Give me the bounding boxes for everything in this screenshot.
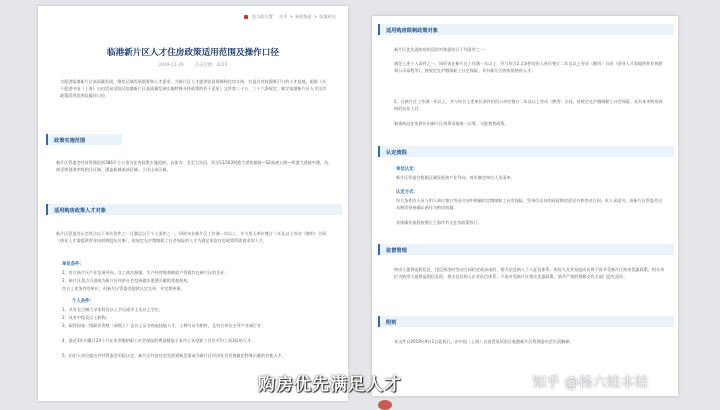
section-header-talent: 适用购房政策人才对象 xyxy=(46,204,342,215)
person-condition-2: 2、具有中级及以上职称； xyxy=(62,315,110,320)
unit-condition-label: 单位条件： xyxy=(62,262,84,267)
logo-icon xyxy=(378,400,392,410)
article-meta xyxy=(38,62,348,68)
article-date: 2019-11-29 xyxy=(158,63,184,68)
process-person-label: 认定方式： xyxy=(396,190,418,195)
document-page-right xyxy=(372,16,678,396)
unit-condition-note: 符合上述条件的单位，由新片区管委会提供认定名单，并定期更新。 xyxy=(62,286,185,291)
breadcrumb-section[interactable]: 新闻频道 xyxy=(294,14,312,19)
eligible-item-1: 满足上述个人条件之一，同时该在新片区工作满一年以上、并与符合2.1条件的用人单位签订二年及以上劳动（聘用）合同（创业人才需提供营业执照和公司章程等），按规定在沪缴纳职工社会保险、具有新片区购房资格的人才； xyxy=(394,61,663,73)
video-subtitle: 购房优先满足人才 xyxy=(258,375,402,395)
section-header-appendix: 附则 xyxy=(378,316,674,327)
unit-condition-2: 2、新片区重点引进或为新片区经济社会发展做出重要贡献的其他机构。 xyxy=(62,278,192,283)
person-condition-3: 3、取得国家二级职业资格（高级工）及以上证书的高技能人才，工种与证书相符，且符合单位主导产业或行业； xyxy=(62,323,266,328)
process-unit-label: 单位认定： xyxy=(396,167,418,172)
process-unit-body: 新片区管委会根据区域发展和产业导向，每年制定单位人员清单。 xyxy=(396,175,515,180)
intro-paragraph: 为促进临港新片区高质量发展，聚焦区域发展需要和人才需求，为新片区人才提供安居保障和住房支持，打造具有较强吸引力的人才高地，根据《关于促进中国（上海）自由贸易试验区临港新片区高质量发展实施特殊支持政策的若干意见》文件第三十五、三十六条规定，制定临港新片区人才住房政策适用范围及操作口径。 xyxy=(60,79,327,98)
view-count xyxy=(195,63,227,68)
section-header-process: 认定流程 xyxy=(378,146,674,157)
home-icon xyxy=(244,15,248,19)
scope-paragraph: 新片区管委会经济管理范围386平方公里为住房政策实施范围。具体为：北至大治河，西至G1503两港大道快速路—S2高速公路—两港大道接中港，东、南至规划海岸线围合区域，涵盖新城南部区域，小洋山岛区域。 xyxy=(56,160,333,172)
section-header-supervision: 监督管理 xyxy=(378,244,674,255)
breadcrumb: 您当前位置： 首页 > 新闻频道 > 临港时讯 xyxy=(244,14,336,20)
section-header-scope: 政策实施范围 xyxy=(46,134,122,145)
unit-condition-1: 1、符合新片区产业发展导向，且工商注册地、生产经营地和税收户管辖均在新片区的企业； xyxy=(62,270,229,275)
process-person-body: 符合条件的人员与用人单位签订劳动合同中明确约定缴纳职工社会保险，凭单位出具的同意购房意见书和劳动合同、本人承诺书，由新片区管委会出具购房资格确认函作为购房依据。 xyxy=(396,198,663,210)
document-page-left xyxy=(38,6,348,401)
talent-paragraph: 新片区管委会认定符合以下单位条件之一且满足以下个人条件之一，同时该在新片区工作满一年以上、并与用人单位签订二年及以上劳动（聘用）合同（创业人才需提供营业执照和股东名册），按规定在沪缴纳职工社会保险的人才为满足本次住房政策所需请求的人才。 xyxy=(56,231,327,243)
zhihu-watermark: 知乎 @杨六娃本娃 xyxy=(532,375,649,391)
supervision-paragraph: 购房人提供虚假信息、违反购房时劳动合同约定或承诺的，相关信息纳入个人征信体系；购房人及其家庭成员将不再享受新片区购房优惠政策。相关单位为购房人提供虚假信息的，相关信息纳入企业征信体系，不再享受新片区相关优惠政策，情节严重的将移交有关部门追究责任。 xyxy=(394,267,665,279)
person-condition-label: 个人条件： xyxy=(72,299,94,304)
breadcrumb-home[interactable]: 首页 xyxy=(279,14,288,19)
eligible-item-2: 2、在新片区工作满一年以上，并与符合上述单位条件的用人单位签订二年及以上劳动（聘用）合同，按规定在沪缴纳职工社会保险、具有本市购房资格的居住人口。 xyxy=(394,99,663,111)
appendix-paragraph: 本文件自2019年9月1日起执行。由中国（上海）自由贸易试验区临港新片区管理委员会负责解释。 xyxy=(394,339,574,344)
eligible-lead: 新片区优先选购房则适用对象需符合下列条件之一： xyxy=(394,47,489,52)
section-header-eligible: 适用购房限制政策对象 xyxy=(378,24,674,35)
page-title: 临港新片区人才住房政策适用范围及操作口径 xyxy=(107,48,279,58)
person-condition-4: 4、最近3年内累计24个月在本市缴纳职工社会保险的费基数高于本市上年度职工社会平均工资3倍的人才； xyxy=(62,338,256,343)
process-person-note: 具体操作流程按照行上海市有关住房政策执行。 xyxy=(396,220,482,225)
view-count-label: 点击次数： xyxy=(194,63,217,68)
person-condition-5: 5、由用人单位提出并经管委会申报认定，新片区经济社会发展紧缺急需或为新片区经济社会发展做出特殊贡献的其他人才。 xyxy=(62,353,286,358)
eligible-note: 新建商品住房供应由新片区统筹采取统一认筹、分批销售政策。 xyxy=(394,121,509,126)
view-count-value: 4315 xyxy=(216,63,228,68)
person-condition-1: 1、具有全日制大学本科及以上学历或学士及以上学位； xyxy=(62,307,163,312)
breadcrumb-current[interactable]: 临港时讯 xyxy=(319,14,336,19)
